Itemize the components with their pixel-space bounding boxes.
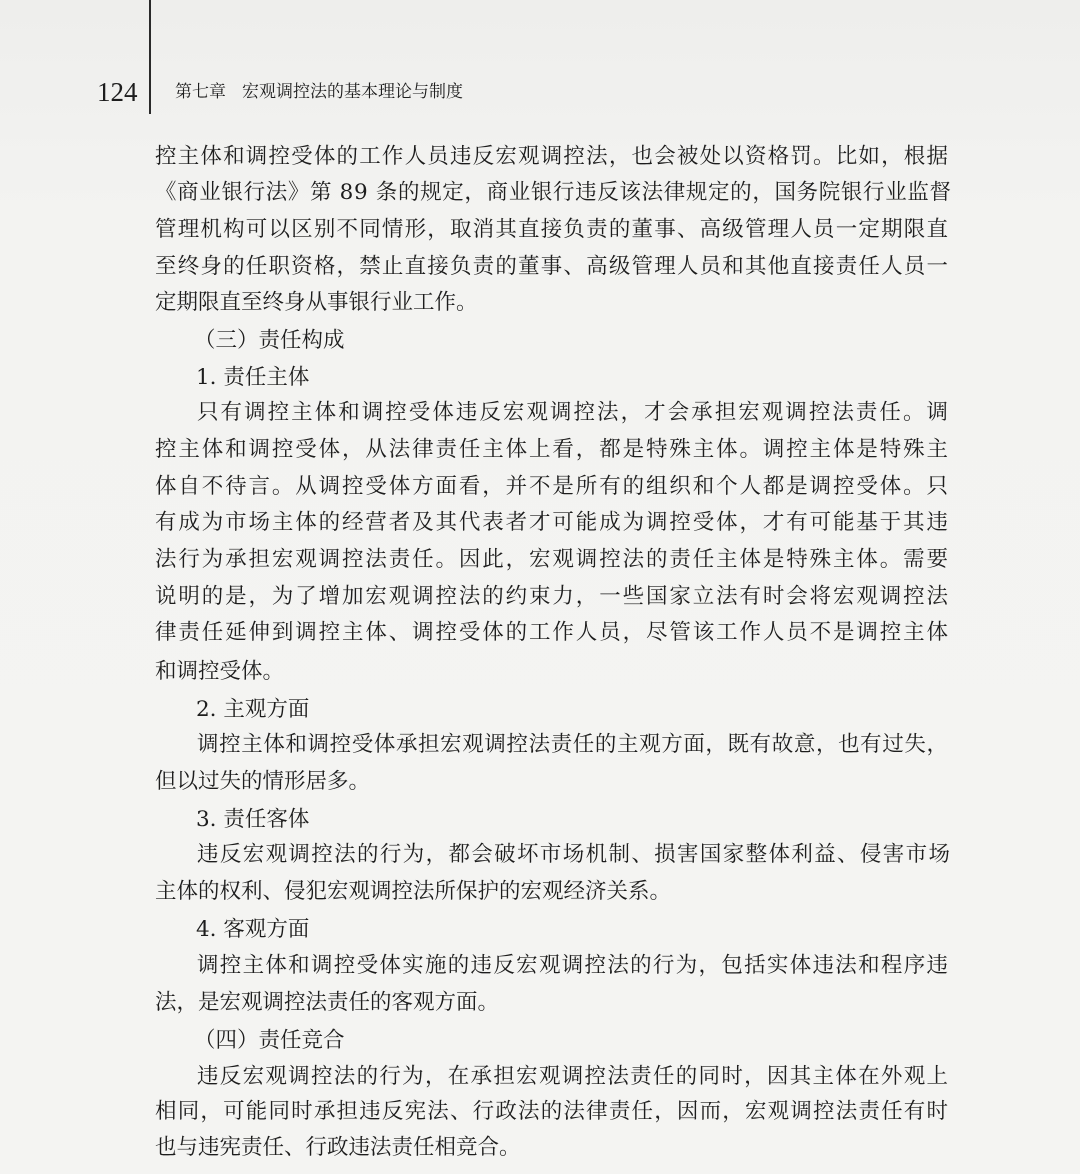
text-line: 控主体和调控受体的工作人员违反宏观调控法，也会被处以资格罚。比如，根据 (155, 144, 950, 169)
subsection-heading: 3. 责任客体 (196, 807, 310, 832)
text-line: 管理机构可以区别不同情形，取消其直接负责的董事、高级管理人员一定期限直 (155, 217, 950, 242)
running-header (175, 74, 463, 110)
text-line: 律责任延伸到调控主体、调控受体的工作人员，尽管该工作人员不是调控主体 (155, 620, 950, 645)
text-line: 法，是宏观调控法责任的客观方面。 (155, 990, 500, 1015)
text-line: 有成为市场主体的经营者及其代表者才可能成为调控受体，才有可能基于其违 (155, 510, 950, 535)
text-line: 也与违宪责任、行政违法责任相竞合。 (155, 1135, 521, 1160)
chapter-label: 第七章 (175, 82, 226, 102)
text-line: 《商业银行法》第 89 条的规定，商业银行违反该法律规定的，国务院银行业监督 (155, 180, 952, 205)
text-line: 违反宏观调控法的行为，在承担宏观调控法责任的同时，因其主体在外观上 (197, 1064, 950, 1089)
section-heading: （四）责任竞合 (194, 1028, 345, 1053)
section-heading: （三）责任构成 (194, 328, 345, 353)
text-line: 但以过失的情形居多。 (155, 769, 371, 794)
text-line: 定期限直至终身从事银行业工作。 (155, 290, 478, 315)
text-line: 和调控受体。 (155, 659, 285, 684)
chapter-title: 宏观调控法的基本理论与制度 (242, 82, 463, 102)
text-line: 体自不待言。从调控受体方面看，并不是所有的组织和个人都是调控受体。只 (155, 474, 950, 499)
text-line: 控主体和调控受体，从法律责任主体上看，都是特殊主体。调控主体是特殊主 (155, 437, 950, 462)
text-line: 调控主体和调控受体承担宏观调控法责任的主观方面，既有故意，也有过失， (197, 732, 949, 757)
header-rule (149, 0, 151, 114)
subsection-heading: 1. 责任主体 (196, 365, 310, 390)
text-line: 相同，可能同时承担违反宪法、行政法的法律责任，因而，宏观调控法责任有时 (155, 1099, 950, 1124)
text-line: 调控主体和调控受体实施的违反宏观调控法的行为，包括实体违法和程序违 (197, 953, 950, 978)
text-line: 主体的权利、侵犯宏观调控法所保护的宏观经济关系。 (155, 879, 672, 904)
text-line: 说明的是，为了增加宏观调控法的约束力，一些国家立法有时会将宏观调控法 (155, 584, 950, 609)
subsection-heading: 2. 主观方面 (196, 697, 310, 722)
text-line: 法行为承担宏观调控法责任。因此，宏观调控法的责任主体是特殊主体。需要 (155, 547, 950, 572)
text-line: 只有调控主体和调控受体违反宏观调控法，才会承担宏观调控法责任。调 (197, 400, 951, 425)
text-line: 至终身的任职资格，禁止直接负责的董事、高级管理人员和其他直接责任人员一 (155, 254, 950, 279)
text-line: 违反宏观调控法的行为，都会破坏市场机制、损害国家整体利益、侵害市场 (197, 842, 952, 867)
subsection-heading: 4. 客观方面 (196, 917, 310, 942)
page-number: 124 (97, 77, 138, 107)
